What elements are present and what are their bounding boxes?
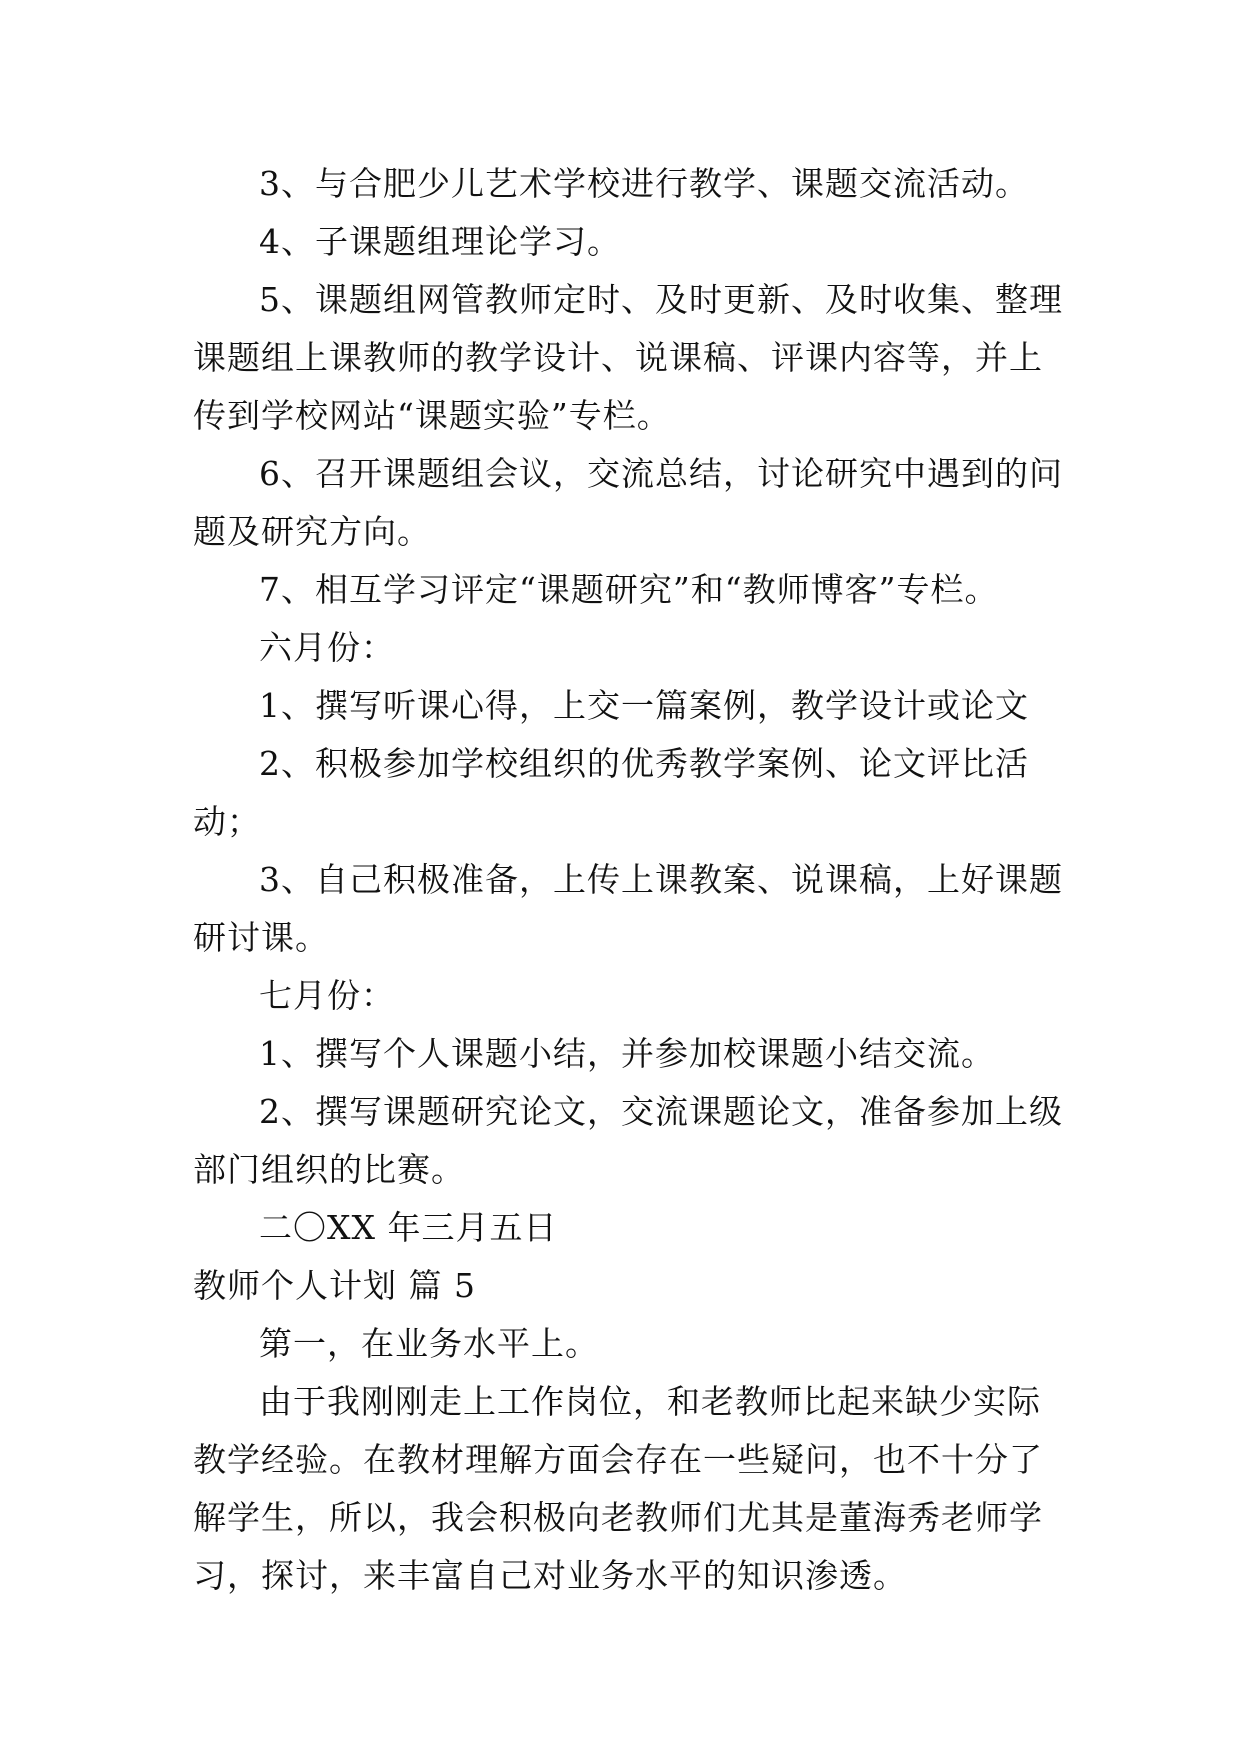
june-item-1: 1、撰写听课心得，上交一篇案例，教学设计或论文 xyxy=(259,686,1029,725)
july-item-2: 2、撰写课题研究论文，交流课题论文，准备参加上级部门组织的比赛。 xyxy=(193,1092,1063,1189)
june-item-2: 2、积极参加学校组织的优秀教学案例、论文评比活动； xyxy=(193,744,1029,841)
plan-body-paragraph: 由于我刚刚走上工作岗位，和老教师比起来缺少实际教学经验。在教材理解方面会存在一些疑问，也不十分了解学生，所以，我会积极向老教师们尤其是董海秀老师学习，探讨，来丰富自己对业务水平的知识渗透。 xyxy=(193,1382,1043,1595)
plan-point-1: 第一，在业务水平上。 xyxy=(259,1324,599,1363)
paragraph-item-7: 7、相互学习评定“课题研究”和“教师博客”专栏。 xyxy=(259,570,999,609)
paragraph-item-4: 4、子课题组理论学习。 xyxy=(259,222,621,261)
section-heading-june: 六月份： xyxy=(259,628,395,667)
paragraph-item-6: 6、召开课题组会议，交流总结，讨论研究中遇到的问题及研究方向。 xyxy=(193,454,1063,551)
document-body xyxy=(193,155,1073,1605)
paragraph-item-5: 5、课题组网管教师定时、及时更新、及时收集、整理课题组上课教师的教学设计、说课稿、评课内容等，并上传到学校网站“课题实验”专栏。 xyxy=(193,280,1063,435)
june-item-3: 3、自己积极准备，上传上课教案、说课稿，上好课题研讨课。 xyxy=(193,860,1063,957)
section-heading-july: 七月份： xyxy=(259,976,395,1015)
paragraph-item-3: 3、与合肥少儿艺术学校进行教学、课题交流活动。 xyxy=(259,164,1029,203)
plan-title: 教师个人计划 篇 5 xyxy=(193,1266,476,1305)
july-item-1: 1、撰写个人课题小结，并参加校课题小结交流。 xyxy=(259,1034,995,1073)
document-date: 二〇XX 年三月五日 xyxy=(259,1208,558,1247)
